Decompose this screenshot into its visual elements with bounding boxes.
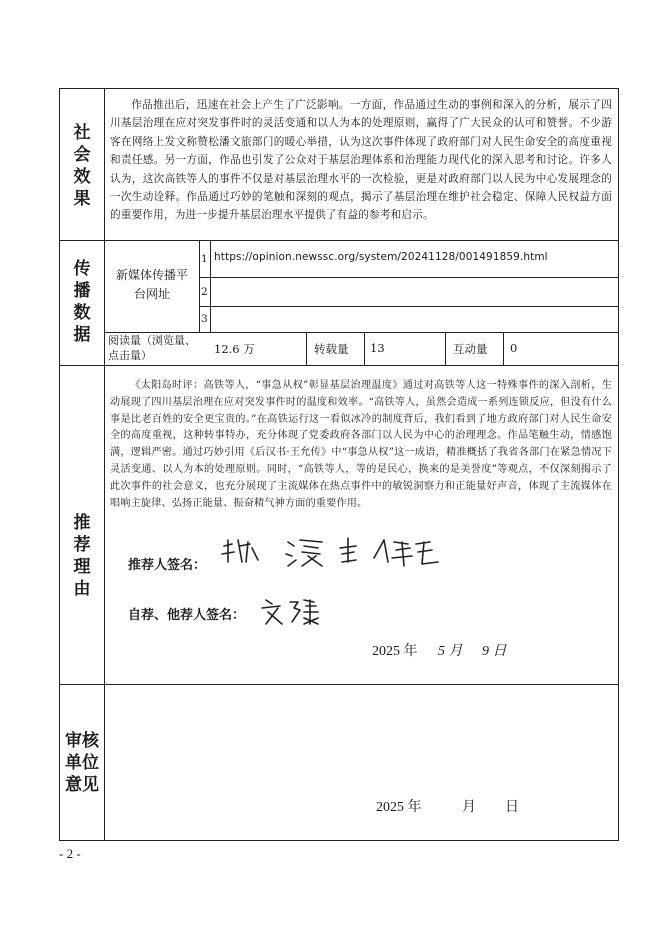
url-link[interactable]: https://opinion.newssc.org/system/20241128/001491859.html	[214, 251, 548, 263]
row-divider	[59, 684, 619, 685]
row-divider	[59, 365, 619, 366]
url-row-divider	[199, 277, 619, 278]
platform-url-label: 新媒体传播平台网址	[115, 268, 188, 301]
url-index: 2	[201, 286, 208, 298]
interactions-value: 0	[510, 341, 518, 355]
self-signature-label: 自荐、他荐人签名：	[128, 608, 246, 623]
recommendation-label: 推 荐 理 由	[73, 513, 91, 599]
review-date-month: 月	[462, 800, 476, 815]
inner-divider	[199, 240, 200, 332]
recommender-signatures	[218, 532, 448, 572]
reposts-label: 转载量	[314, 342, 349, 356]
review-date-year: 2025 年	[376, 800, 422, 815]
metrics-divider	[364, 332, 365, 365]
review-date-day: 日	[505, 800, 519, 815]
url-row-divider	[199, 306, 619, 307]
url-index: 3	[201, 313, 208, 325]
row-divider	[59, 240, 619, 241]
inner-divider	[210, 240, 211, 332]
self-signature	[258, 594, 338, 628]
metrics-divider	[306, 332, 307, 365]
reads-label: 阅读量（浏览量、点击量）	[108, 334, 196, 362]
recommendation-date-day: 9 日	[482, 644, 507, 659]
metrics-divider	[503, 332, 504, 365]
review-label: 审核 单位 意见	[65, 731, 99, 795]
reposts-value: 13	[370, 341, 385, 355]
label-column-divider	[104, 88, 105, 841]
social-effect-label: 社 会 效 果	[73, 123, 91, 209]
recommender-signature-label: 推荐人签名：	[128, 558, 207, 573]
social-effect-text: 作品推出后，迅速在社会上产生了广泛影响。一方面，作品通过生动的事例和深入的分析，展示了四川基层治理在应对突发事件时的灵活变通和以人为本的处理原则，赢得了广大民众的认可和赞誉。不少游客在网络上发文称赞松潘文旅部门的暖心举措，认为这次事件体现了政府部门对人民生命安全的高度重视和责任感。另一方面，作品也引发了公众对于基层治理体系和治理能力现代化的深入思考和讨论。许多人认为，这次高铁等人的事件不仅是对基层治理水平的一次检验，更是对政府部门以人民为中心发展理念的一次生动诠释。作品通过巧妙的笔触和深刻的观点，揭示了基层治理在维护社会稳定、保障人民权益方面的重要作用，为进一步提升基层治理水平提供了有益的参考和启示。	[110, 99, 612, 222]
recommendation-date-month: 5 月	[438, 644, 463, 659]
recommendation-text: 《太阳岛时评：高铁等人，“事急从权”彰显基层治理温度》通过对高铁等人这一特殊事件的深入剖析，生动展现了四川基层治理在应对突发事件时的温度和效率。“高铁等人，虽然会造成一系列连锁反应，但没有什么事是比老百姓的安全更宝贵的。”在高铁运行这一看似冰冷的制度背后，我们看到了地方政府部门对人民生命安全的高度重视，这种转事特办，充分体现了党委政府各部门以人民为中心的治理理念。作品笔触生动，情感饱满，逻辑严密。通过巧妙引用《后汉书·王允传》中“事急从权”这一成语，精准概括了我省各部门在紧急情况下灵活变通、以人为本的处理原则。同时，“高铁等人，等的是民心，换来的是美誉度”等观点，不仅深刻揭示了此次事件的社会意义，也充分展现了主流媒体在热点事件中的敏锐洞察力和正能量好声音，体现了主流媒体在唱响主旋律、弘扬正能量、振奋精气神方面的重要作用。	[110, 380, 612, 509]
url-index: 1	[201, 253, 208, 265]
recommendation-date-year: 2025 年	[372, 644, 418, 659]
page-number: - 2 -	[59, 846, 81, 861]
dissemination-label: 传 播 数 据	[73, 259, 91, 345]
metrics-divider	[445, 332, 446, 365]
interactions-label: 互动量	[453, 342, 488, 356]
reads-value: 12.6 万	[214, 342, 255, 356]
